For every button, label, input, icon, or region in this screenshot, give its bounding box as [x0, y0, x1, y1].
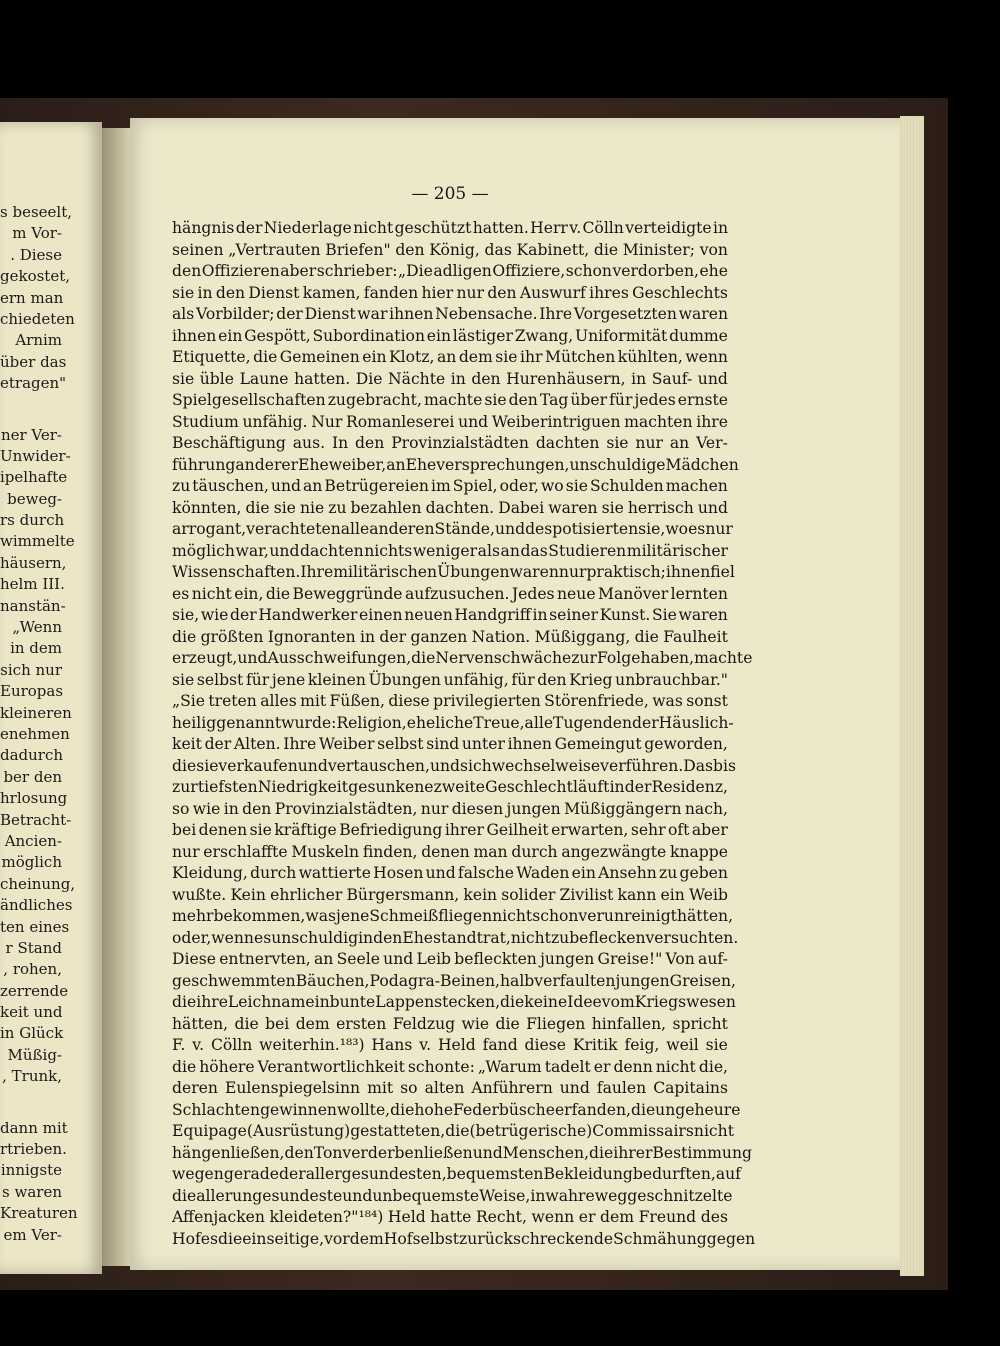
left-text-fragment: chiedeten: [0, 309, 75, 328]
left-page: [0, 122, 102, 1274]
text-line: Schlachten gewinnen wollte, die hohe Federbüsche erfanden, die ungeheure: [172, 1100, 741, 1119]
text-line: die allerungesundeste und unbequemste Weise, in wahre weggeschnitzelte: [172, 1186, 733, 1205]
left-text-fragment: möglich: [1, 853, 62, 872]
left-text-fragment: nanstän-: [0, 596, 66, 615]
left-text-fragment: dann mit: [0, 1118, 68, 1137]
left-text-fragment: helm III.: [0, 575, 65, 594]
text-line: die ihre Leichname in bunte Lappen stecken, die keine Idee vom Kriegswesen: [172, 993, 736, 1011]
left-text-fragment: beweg-: [7, 489, 62, 508]
left-text-fragment: kleineren: [0, 703, 72, 722]
text-line: zu täuschen, und an Betrügereien im Spiel, oder, wo sie Schulden machen: [172, 477, 728, 495]
text-line: den Offizieren aber schrieb er: „Die adligen Offiziere, schon verdorben, ehe: [172, 262, 728, 280]
text-line: oder, wenn es unschuldig in den Ehestand trat, nicht zu beflecken versuchten.: [172, 928, 739, 947]
left-text-fragment: in dem: [10, 639, 62, 658]
text-line: zur tiefsten Niedrigkeit gesunkene zweite Geschlecht läuft in der Residenz,: [172, 778, 728, 796]
text-line: hängnis der Niederlage nicht geschützt hatten. Herr v. Cölln verteidigte in: [172, 219, 728, 237]
text-line: Affenjacken kleideten?"¹⁸⁴) Held hatte Recht, wenn er dem Freund des: [172, 1208, 728, 1226]
left-text-fragment: ändliches: [0, 896, 73, 915]
left-text-fragment: über das: [0, 352, 67, 371]
left-text-fragment: dadurch: [0, 746, 64, 765]
left-text-fragment: Arnim: [15, 331, 62, 350]
text-line: heilig genannt wurde: Religion, eheliche Treue, alle Tugenden der Häuslich-: [172, 713, 734, 732]
text-line: könnten, die sie nie zu bezahlen dachten. Dabei waren sie herrisch und: [172, 498, 728, 517]
text-line: die höhere Verantwortlichkeit schonte: „Warum tadelt er denn nicht die,: [172, 1057, 728, 1076]
left-text-fragment: em Ver-: [3, 1225, 62, 1244]
left-text-fragment: enehmen: [0, 724, 70, 743]
paragraph-gap: [0, 1088, 62, 1118]
left-text-fragment: rs durch: [0, 511, 65, 530]
left-text-fragment: ern man: [0, 288, 64, 307]
text-line: mehr bekommen, was jene Schmeißfliegen nicht schon verunreinigt hätten,: [172, 907, 734, 925]
text-line: sie in den Dienst kamen, fanden hier nur den Auswurf ihres Geschlechts: [172, 283, 728, 302]
left-text-fragment: in Glück: [0, 1024, 64, 1043]
left-text-fragment: wimmelte: [0, 532, 75, 551]
text-line: F. v. Cölln weiterhin.¹⁸³) Hans v. Held fand diese Kritik feig, weil sie: [172, 1036, 728, 1054]
text-line: möglich war, und dachten nichts weniger als an das Studieren militärischer: [172, 541, 728, 560]
text-line: keit der Alten. Ihre Weiber selbst sind unter ihnen Gemeingut geworden,: [172, 735, 728, 753]
left-text-fragment: Europas: [0, 682, 64, 701]
text-line: Wissenschaften. Ihre militärischen Übungen waren nur praktisch; ihnen fiel: [172, 563, 735, 581]
text-line: Diese entnervten, an Seele und Leib befleckten jungen Greise!" Von auf-: [172, 950, 728, 968]
paragraph-gap: [0, 395, 62, 425]
text-line: hängen ließen, den Ton verderben ließen und Menschen, die ihrer Bestimmung: [172, 1143, 752, 1162]
text-line: hätten, die bei dem ersten Feldzug wie die Fliegen hinfallen, spricht: [172, 1014, 728, 1033]
text-line: sie, wie der Handwerker einen neuen Handgriff in seiner Kunst. Sie waren: [172, 606, 728, 624]
left-text-fragment: ber den: [3, 767, 62, 786]
left-text-fragment: cheinung,: [0, 874, 76, 893]
left-text-fragment: ten eines: [0, 917, 70, 936]
text-line: deren Eulenspiegelsinn mit so alten Anführern und faulen Capitains: [172, 1079, 728, 1097]
page-number: — 205 —: [411, 184, 489, 204]
text-line: wegen gerade der allergesundesten, bequemsten Bekleidung bedurften, auf: [172, 1165, 741, 1183]
left-text-fragment: sich nur: [0, 660, 62, 679]
text-line: arrogant, verachteten alle anderen Stände, und despotisierten sie, wo es nur: [172, 520, 733, 538]
text-line: die sie verkaufen und vertauschen, und sich wechselweise verführen. Das bis: [172, 756, 737, 775]
text-line: seinen „Vertrauten Briefen" den König, das Kabinett, die Minister; von: [172, 240, 728, 259]
text-line: führung anderer Eheweiber, an Eheversprechungen, unschuldige Mädchen: [172, 455, 739, 474]
left-text-fragment: Kreaturen: [0, 1204, 78, 1223]
left-text-fragment: , Trunk,: [2, 1067, 62, 1086]
left-text-fragment: , rohen,: [3, 960, 62, 979]
left-text-fragment: Unwider-: [0, 446, 71, 465]
text-line: als Vorbilder; der Dienst war ihnen Nebensache. Ihre Vorgesetzten waren: [172, 305, 728, 323]
left-text-fragment: Müßig-: [7, 1045, 62, 1064]
text-line: sie üble Laune hatten. Die Nächte in den Hurenhäusern, in Sauf- und: [172, 369, 728, 388]
text-line: Studium unfähig. Nur Romanleserei und Weiberintriguen machten ihre: [172, 412, 728, 431]
left-text-fragment: hrlosung: [0, 789, 68, 808]
text-line: Hofes die einseitige, vor dem Hof selbst zurückschreckende Schmähung gegen: [172, 1229, 756, 1248]
text-line: die größten Ignoranten in der ganzen Nation. Müßiggang, die Faulheit: [172, 627, 728, 646]
left-page-text-fragments: [0, 202, 78, 1246]
text-line: geschwemmten Bäuchen, Podagra-Beinen, halbverfaulten jungen Greisen,: [172, 971, 736, 990]
text-line: sie selbst für jene kleinen Übungen unfähig, für den Krieg unbrauchbar.": [172, 670, 728, 689]
page-stack-edge: [900, 116, 924, 1276]
text-line: Kleidung, durch wattierte Hosen und falsche Waden ein Ansehn zu geben: [172, 864, 728, 882]
text-line: Beschäftigung aus. In den Provinzialstädten dachten sie nur an Ver-: [172, 434, 728, 452]
text-line: Spielgesellschaften zugebracht, machte sie den Tag über für jedes ernste: [172, 391, 728, 409]
body-text: [172, 218, 756, 1250]
left-text-fragment: innigste: [0, 1161, 62, 1180]
left-text-fragment: m Vor-: [12, 224, 62, 243]
left-text-fragment: r Stand: [5, 938, 62, 957]
left-text-fragment: . Diese: [10, 245, 62, 264]
text-line: bei denen sie kräftige Befriedigung ihrer Geilheit erwarten, sehr oft aber: [172, 821, 728, 839]
text-line: Equipage (Ausrüstung) gestatteten, die (betrügerische) Commissairs nicht: [172, 1122, 734, 1140]
text-line: so wie in den Provinzialstädten, nur diesen jungen Müßiggängern nach,: [172, 799, 728, 818]
left-text-fragment: „Wenn: [12, 618, 62, 637]
text-line: wußte. Kein ehrlicher Bürgersmann, kein solider Zivilist kann ein Weib: [172, 885, 728, 904]
left-text-fragment: gekostet,: [0, 267, 70, 286]
left-text-fragment: Betracht-: [0, 810, 72, 829]
left-text-fragment: Ancien-: [4, 831, 62, 850]
left-text-fragment: keit und: [0, 1003, 63, 1022]
left-text-fragment: häusern,: [0, 553, 67, 572]
book-gutter: [102, 128, 132, 1266]
text-line: „Sie treten alles mit Füßen, diese privilegierten Störenfriede, was sonst: [172, 692, 728, 710]
left-text-fragment: ipelhafte: [0, 468, 68, 487]
left-text-fragment: zerrende: [0, 981, 69, 1000]
left-text-fragment: etragen": [0, 374, 67, 393]
left-text-fragment: rtrieben.: [0, 1140, 67, 1159]
text-line: erzeugt, und Ausschweifungen, die Nervenschwäche zur Folge haben, machte: [172, 649, 753, 667]
text-line: nur erschlaffte Muskeln finden, denen man durch angezwängte knappe: [172, 842, 728, 861]
text-line: ihnen ein Gespött, Subordination ein lästiger Zwang, Uniformität dumme: [172, 326, 728, 345]
text-line: Etiquette, die Gemeinen ein Klotz, an dem sie ihr Mütchen kühlten, wenn: [172, 348, 728, 366]
left-text-fragment: ner Ver-: [0, 425, 62, 444]
text-line: es nicht ein, die Beweggründe aufzusuchen. Jedes neue Manöver lernten: [172, 584, 728, 603]
left-text-fragment: s beseelt,: [0, 203, 72, 221]
left-text-fragment: s waren: [2, 1182, 62, 1201]
